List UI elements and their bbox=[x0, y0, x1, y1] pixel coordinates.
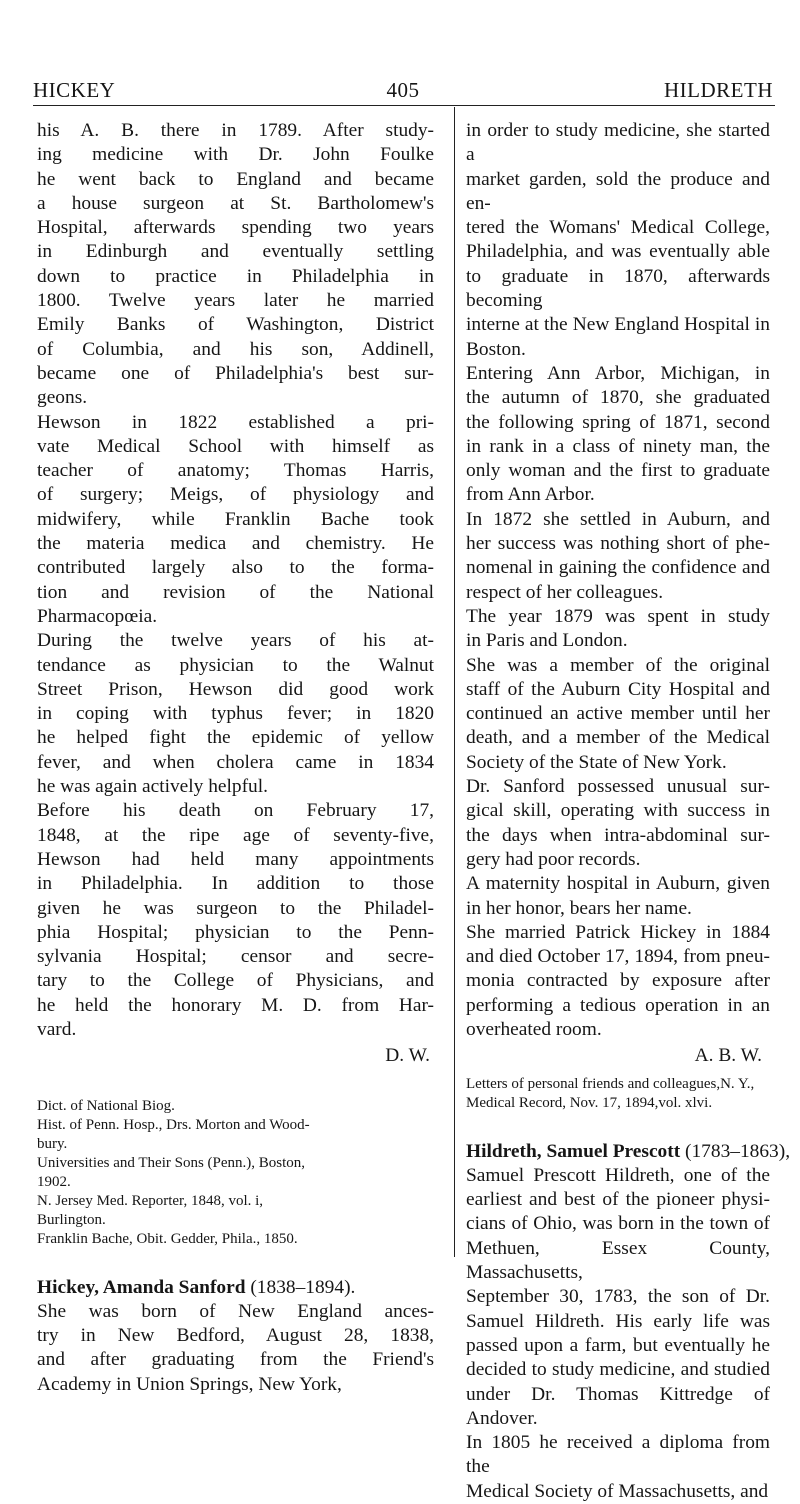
text-line: Entering Ann Arbor, Michigan, in bbox=[466, 362, 770, 384]
text-line: Street Prison, Hewson did good work bbox=[37, 678, 434, 700]
text-line: of surgery; Meigs, of physiology and bbox=[37, 484, 434, 506]
text-line: gery had poor records. bbox=[466, 848, 641, 870]
text-line: During the twelve years of his at- bbox=[37, 630, 434, 652]
text-line: nomenal in gaining the confidence and bbox=[466, 557, 770, 579]
text-line: in coping with typhus fever; in 1820 bbox=[37, 703, 434, 725]
text-line: the days when intra-abdominal sur- bbox=[466, 824, 770, 846]
text-line: Medical Society of Massachusetts, and bbox=[466, 1480, 769, 1502]
text-line: death, and a member of the Medical bbox=[466, 727, 770, 749]
text-line: gical skill, operating with success in bbox=[466, 800, 770, 822]
text-line: In 1805 he received a diploma from the bbox=[466, 1432, 770, 1478]
text-line: from Ann Arbor. bbox=[466, 484, 595, 506]
header-rule bbox=[33, 105, 775, 106]
text-line: A maternity hospital in Auburn, given bbox=[466, 873, 770, 895]
page-number: 405 bbox=[386, 78, 420, 102]
text-line: She married Patrick Hickey in 1884 bbox=[466, 921, 770, 943]
text-line: Samuel Hildreth. His early life was bbox=[466, 1310, 770, 1332]
text-line: Before his death on February 17, bbox=[37, 800, 434, 822]
paragraph bbox=[466, 654, 770, 775]
text-line: phia Hospital; physician to the Penn- bbox=[37, 921, 434, 943]
entry-heading-line bbox=[466, 1140, 791, 1164]
text-line: the materia medica and chemistry. He bbox=[37, 533, 434, 555]
reference bbox=[37, 1192, 434, 1230]
reference bbox=[37, 1116, 434, 1154]
paragraph bbox=[37, 411, 434, 630]
text-line: teacher of anatomy; Thomas Harris, bbox=[37, 460, 434, 482]
reference-line: N. Y., Medical Record, Nov. 17, 1894, bbox=[466, 1075, 755, 1111]
text-line: in rank in a class of ninety man, the bbox=[466, 435, 770, 457]
text-line: September 30, 1783, the son of Dr. bbox=[466, 1286, 770, 1308]
text-line: fever, and when cholera came in 1834 bbox=[37, 751, 434, 773]
reference bbox=[37, 1154, 434, 1192]
text-line: in Edinburgh and eventually settling bbox=[37, 241, 434, 263]
text-line: midwifery, while Franklin Bache took bbox=[37, 508, 434, 530]
signature: A. B. W. bbox=[694, 1045, 762, 1067]
entry-dates: (1838–1894). bbox=[245, 1276, 356, 1298]
paragraph bbox=[466, 362, 770, 508]
paragraph bbox=[466, 921, 770, 1042]
text-line: monia contracted by exposure after bbox=[466, 970, 770, 992]
signature: D. W. bbox=[385, 1045, 430, 1067]
text-line: She was a member of the original bbox=[466, 654, 770, 676]
text-line: interne at the New England Hospital in bbox=[466, 314, 770, 336]
text-line: under Dr. Thomas Kittredge of Andover. bbox=[466, 1383, 770, 1429]
text-line: contributed largely also to the forma- bbox=[37, 557, 434, 579]
text-line: vate Medical School with himself as bbox=[37, 435, 434, 457]
text-line: earliest and best of the pioneer physi- bbox=[466, 1189, 770, 1211]
reference bbox=[37, 1230, 434, 1249]
reference-line: vol. xlvi. bbox=[658, 1094, 713, 1111]
text-line: cians of Ohio, was born in the town of bbox=[466, 1213, 770, 1235]
text-line: the following spring of 1871, second bbox=[466, 411, 770, 433]
reference-line: Burlington. bbox=[37, 1211, 106, 1228]
text-line: he held the honorary M. D. from Har- bbox=[37, 994, 434, 1016]
text-line: try in New Bedford, August 28, 1838, bbox=[37, 1325, 434, 1347]
text-line: Hewson in 1822 established a pri- bbox=[37, 411, 434, 433]
reference-line: Franklin Bache, Obit. Gedder, Phila., 1850. bbox=[37, 1230, 298, 1247]
text-line: passed upon a farm, but eventually he bbox=[466, 1334, 770, 1356]
text-line: down to practice in Philadelphia in bbox=[37, 265, 434, 287]
text-line: the autumn of 1870, she graduated bbox=[466, 387, 770, 409]
entry-heading: Hickey, Amanda Sanford bbox=[37, 1276, 246, 1298]
text-line: The year 1879 was spent in study bbox=[466, 605, 770, 627]
column-divider bbox=[454, 107, 455, 1257]
text-line: geons. bbox=[37, 387, 88, 409]
text-line: a house surgeon at St. Bartholomew's bbox=[37, 192, 434, 214]
text-line: Samuel Prescott Hildreth, one of the bbox=[466, 1164, 770, 1186]
paragraph bbox=[466, 1164, 770, 1504]
text-line: vard. bbox=[37, 1018, 77, 1040]
text-line: 1800. Twelve years later he married bbox=[37, 290, 434, 312]
entry-dates: (1783–1863), bbox=[680, 1140, 791, 1162]
text-line: became one of Philadelphia's best sur- bbox=[37, 362, 434, 384]
header-right-name: HILDRETH bbox=[664, 78, 773, 102]
paragraph bbox=[37, 629, 434, 799]
text-line: Methuen, Essex County, Massachusetts, bbox=[466, 1237, 770, 1284]
text-line: he helped fight the epidemic of yellow bbox=[37, 727, 434, 749]
text-line: Boston. bbox=[466, 338, 526, 360]
text-line: to graduate in 1870, afterwards becoming bbox=[466, 265, 770, 312]
text-line: in her honor, bears her name. bbox=[466, 897, 692, 919]
text-line: Emily Banks of Washington, District bbox=[37, 314, 434, 336]
running-header bbox=[33, 78, 773, 108]
text-line: Academy in Union Springs, New York, bbox=[37, 1373, 342, 1395]
reference bbox=[466, 1075, 770, 1113]
text-line: Dr. Sanford possessed unusual sur- bbox=[466, 776, 770, 798]
paragraph bbox=[37, 119, 434, 411]
text-line: in Philadelphia. In addition to those bbox=[37, 873, 434, 895]
paragraph bbox=[37, 799, 434, 1042]
text-line: staff of the Auburn City Hospital and bbox=[466, 678, 770, 700]
text-line: tendance as physician to the Walnut bbox=[37, 654, 434, 676]
text-line: he was again actively helpful. bbox=[37, 776, 268, 798]
reference bbox=[37, 1097, 434, 1116]
text-line: his A. B. there in 1789. After study- bbox=[37, 120, 434, 141]
paragraph bbox=[466, 119, 770, 362]
text-line: tion and revision of the National bbox=[37, 581, 434, 603]
paragraph bbox=[37, 1300, 434, 1397]
text-line: and died October 17, 1894, from pneu- bbox=[466, 946, 770, 968]
text-line: performing a tedious operation in an bbox=[466, 994, 770, 1016]
text-line: In 1872 she settled in Auburn, and bbox=[466, 508, 770, 530]
reference-line: 1902. bbox=[37, 1173, 71, 1190]
text-line: market garden, sold the produce and en- bbox=[466, 168, 770, 214]
paragraph bbox=[466, 775, 770, 872]
text-line: only woman and the first to graduate bbox=[466, 460, 770, 482]
text-line: ing medicine with Dr. John Foulke bbox=[37, 144, 434, 166]
text-line: her success was nothing short of phe- bbox=[466, 533, 770, 555]
text-line: Hewson had held many appointments bbox=[37, 848, 434, 870]
right-column bbox=[466, 119, 791, 1504]
reference-line: bury. bbox=[37, 1135, 68, 1152]
left-column bbox=[37, 119, 434, 1397]
reference-line: Dict. of National Biog. bbox=[37, 1097, 175, 1114]
text-line: tary to the College of Physicians, and bbox=[37, 970, 434, 992]
reference-line: Universities and Their Sons (Penn.), Boston, bbox=[37, 1154, 306, 1171]
text-line: 1848, at the ripe age of seventy-five, bbox=[37, 824, 434, 846]
entry-heading: Hildreth, Samuel Prescott bbox=[466, 1140, 681, 1162]
text-line: he went back to England and became bbox=[37, 168, 434, 190]
text-line: Pharmacopœia. bbox=[37, 605, 158, 627]
text-line: and after graduating from the Friend's bbox=[37, 1349, 434, 1371]
references bbox=[466, 1075, 770, 1113]
paragraph bbox=[466, 872, 770, 921]
text-line: Society of the State of New York. bbox=[466, 751, 727, 773]
reference-line: Letters of personal friends and colleagues, bbox=[466, 1075, 721, 1092]
text-line: overheated room. bbox=[466, 1018, 602, 1040]
text-line: of Columbia, and his son, Addinell, bbox=[37, 338, 434, 360]
paragraph bbox=[466, 605, 770, 654]
reference-line: Hist. of Penn. Hosp., Drs. Morton and Wood- bbox=[37, 1116, 310, 1133]
text-line: sylvania Hospital; censor and secre- bbox=[37, 946, 434, 968]
text-line: Philadelphia, and was eventually able bbox=[466, 241, 770, 263]
text-line: decided to study medicine, and studied bbox=[466, 1359, 770, 1381]
text-line: given he was surgeon to the Philadel- bbox=[37, 897, 434, 919]
entry-heading-line bbox=[37, 1276, 434, 1300]
paragraph bbox=[466, 508, 770, 605]
references bbox=[37, 1097, 434, 1249]
text-line: continued an active member until her bbox=[466, 703, 770, 725]
reference-line: N. Jersey Med. Reporter, 1848, vol. i, bbox=[37, 1192, 264, 1209]
text-line: respect of her colleagues. bbox=[466, 581, 664, 603]
header-left-name: HICKEY bbox=[33, 78, 116, 102]
text-line: Hospital, afterwards spending two years bbox=[37, 217, 434, 239]
text-line: She was born of New England ances- bbox=[37, 1300, 434, 1322]
text-line: in Paris and London. bbox=[466, 630, 628, 652]
text-line: tered the Womans' Medical College, bbox=[466, 217, 770, 239]
text-line: in order to study medicine, she started a bbox=[466, 120, 770, 166]
